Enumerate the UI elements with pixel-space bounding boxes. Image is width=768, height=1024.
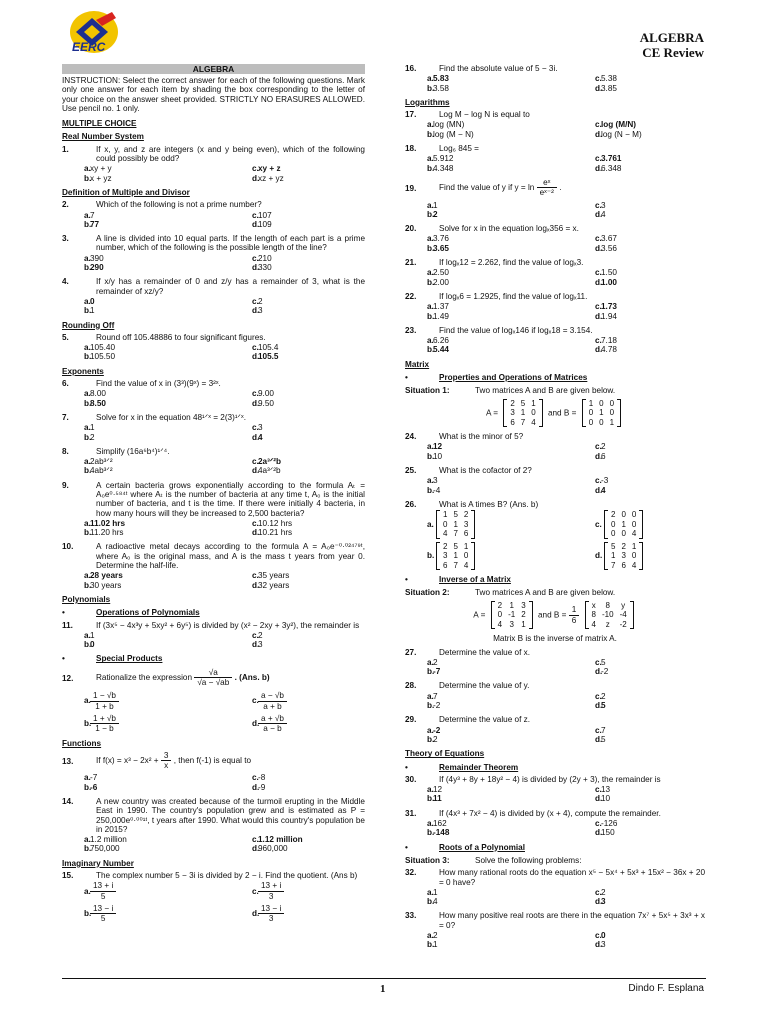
- options-30: a. 12 c. 13 b. 11 d. 10: [427, 785, 611, 804]
- matrix-cell: 0: [609, 408, 615, 418]
- matrix-cell: 0: [609, 398, 615, 408]
- question-24: 24. What is the minor of 5?: [405, 432, 524, 442]
- matrix-cell: 3: [463, 519, 469, 529]
- options-15-ac: a. $\frac{13 + i}{5}$ c. $\frac{13 + i}{3}$: [62, 881, 365, 901]
- options-12-bd: b. $\frac{1 + √b}{1 - b}$ d. $\frac{a + √b}{a - b}$: [62, 714, 365, 734]
- matrix-cell: -10: [602, 610, 614, 620]
- matrix-cell: -2: [619, 619, 627, 629]
- section-matrix: Matrix: [405, 359, 430, 369]
- options-31: a. 162 c. -126 b. -148 d. 150: [427, 819, 618, 838]
- options-14: a. 1.2 million c. 1.12 million b. 750,000 d. 960,000: [84, 835, 303, 854]
- left-column: [62, 64, 365, 927]
- matrix-cell: 2: [510, 398, 515, 408]
- inverse-note: Matrix B is the inverse of matrix A.: [493, 634, 617, 644]
- matrix-cell: 1: [609, 417, 615, 427]
- matrix-26b: [436, 542, 475, 571]
- question-10: 10. A radioactive metal decays according to the formula A = A₀e⁻⁰·⁰²⁴⁷⁹ᵗ, where A₀ is the original mass, and A is the mass t years from year 0. Determine the half-life.: [62, 542, 365, 571]
- matrix-cell: 2: [497, 600, 503, 610]
- options-4: a. 0 c. 2 b. 1 d. 3: [84, 296, 263, 316]
- matrix-cell: 2: [443, 541, 448, 551]
- matrix-cell: z: [605, 619, 610, 629]
- matrix-cell: 2: [621, 541, 626, 551]
- question-4: 4. If x/y has a remainder of 0 and z/y has a remainder of 3, what is the remainder of xz/y?: [62, 277, 365, 296]
- matrix-cell: -4: [619, 610, 627, 620]
- options-21: a. 2.50 c. 1.50 b. 2.00 d. 1.00: [427, 268, 617, 287]
- matrix-cell: 0: [531, 408, 536, 418]
- options-18: a. 5.912 c. 3.761 b. 4.348 d. 6.348: [427, 154, 622, 173]
- section-theory-equations: Theory of Equations: [405, 749, 485, 759]
- matrix-cell: 0: [611, 519, 616, 529]
- question-32: 32. How many rational roots do the equation x⁵ − 5x⁴ + 5x³ + 15x² − 36x + 20 = 0 have?: [405, 868, 705, 887]
- page-header: [640, 30, 704, 60]
- question-7: 7. Solve for x in the equation 48¹ᐟˣ = 2(3)¹ᐟˣ.: [62, 412, 246, 422]
- matrix-cell: 5: [453, 510, 458, 520]
- header-subtitle: CE Review: [642, 45, 704, 60]
- section-exponents: Exponents: [62, 366, 104, 376]
- section-multiple-divisor: Definition of Multiple and Divisor: [62, 187, 190, 197]
- footer-divider: [62, 978, 706, 979]
- matrix-cell: 1: [588, 398, 594, 408]
- matrix-cell: 4: [631, 560, 637, 570]
- matrix-cell: 6: [443, 560, 448, 570]
- question-12: 12. Rationalize the expression $\frac{√a}{√a - √ab}$ . (Ans. b): [62, 667, 270, 688]
- section-imaginary: Imaginary Number: [62, 858, 134, 868]
- matrix-cell: 3: [443, 551, 448, 561]
- options-11: a. 1 c. 2 b. 0 d. 3: [84, 630, 263, 650]
- options-27: a. 2 c. 5 b. -7 d. -2: [427, 657, 609, 677]
- matrix-cell: 0: [443, 519, 448, 529]
- matrix-cell: 3: [521, 600, 526, 610]
- matrix-cell: 1: [509, 600, 514, 610]
- matrix-cell: 0: [631, 519, 637, 529]
- subsection-ops-polynomials: • Operations of Polynomials: [62, 608, 365, 617]
- matrix-cell: 1: [611, 551, 616, 561]
- options-20: a. 3.76 c. 3.67 b. 3.65 d. 3.56: [427, 234, 617, 253]
- instruction-text: INSTRUCTION: Select the correct answer for each of the following questions. Mark only one answer for each item by shading the box corresponding to the letter of your choice on the answer sheet provided. STRICTLY NO ERASURES ALLOWED. Use pencil no. 1 only.: [62, 76, 365, 113]
- question-5: 5. Round off 105.48886 to four significant figures.: [62, 332, 266, 342]
- matrix-cell: 1: [453, 519, 458, 529]
- matrix-cell: 3: [509, 619, 514, 629]
- options-1: a. xy + y c. xy + z b. x + yz d. xz + yz: [84, 164, 284, 183]
- options-28: a. 7 c. 2 b. -2 d. 5: [427, 691, 606, 711]
- matrix-cell: 3: [621, 551, 626, 561]
- options-5: a. 105.40 c. 105.4 b. 105.50 d. 105.5: [84, 343, 279, 362]
- matrix-cell: 4: [591, 619, 596, 629]
- header-title: ALGEBRA: [639, 30, 704, 45]
- options-26-bd: b. 2 5 1 3 1 0 6 7 4 d. 5 2 1 1 3 0 7 6 4: [405, 542, 705, 571]
- options-32: a. 1 c. 2 b. 4 d. 3: [427, 887, 606, 907]
- section-rounding: Rounding Off: [62, 320, 115, 330]
- question-2: 2. Which of the following is not a prime number?: [62, 200, 262, 210]
- subsection-props-matrices: • Properties and Operations of Matrices: [405, 373, 705, 382]
- question-11: 11. If (3x⁵ − 4x³y + 5xy² + 6y⁵) is divided by (x² − 2xy + 3y²), the remainder is: [62, 620, 360, 630]
- matrix-cell: 2: [463, 510, 469, 520]
- options-3: a. 390 c. 210 b. 290 d. 330: [84, 253, 272, 273]
- question-27: 27. Determine the value of x.: [405, 647, 531, 657]
- question-9: 9. A certain bacteria grows exponentially according to the formula Aₜ = A₀e⁰·⁵⁸⁴ᵗ where Aₜ is the number of bacteria at any time t, A₀ is the initial number of bacteria, and t is the time. If there were initially 4 bacteria, in how many hours will they be increased to 2,500 bacteria?: [62, 480, 365, 518]
- matrix-cell: 0: [588, 417, 594, 427]
- options-25: a. 3 c. -3 b. -4 d. 4: [427, 476, 609, 495]
- options-23: a. 6.26 c. 7.18 b. 5.44 d. 4.78: [427, 336, 617, 355]
- question-3: 3. A line is divided into 10 equal parts. If the length of each part is a prime number, which of the following is the possible length of the line?: [62, 234, 365, 253]
- question-30: 30. If (4y³ + 8y + 18y² − 4) is divided by (2y + 3), the remainder is: [405, 774, 661, 784]
- options-12-ac: a. $\frac{1 - √b}{1 + b}$ c. $\frac{a - √b}{a + b}$: [62, 691, 365, 711]
- options-26-ac: a. 1 5 2 0 1 3 4 7 6 c. 2 0 0 0 1 0 0 0 4: [405, 510, 705, 539]
- question-17: 17. Log M − log N is equal to: [405, 110, 530, 120]
- question-26: 26. What is A times B? (Ans. b): [405, 499, 539, 509]
- author-name: Dindo F. Esplana: [628, 983, 704, 994]
- matrix-cell: 2: [521, 610, 526, 620]
- matrix-cell: 0: [621, 529, 626, 539]
- fraction-12: $\frac{√a}{√a - √ab}$: [194, 668, 232, 688]
- question-22: 22. If logₓ6 = 1.2925, find the value of logₓ11.: [405, 291, 588, 301]
- matrix-cell: 0: [621, 510, 626, 520]
- matrix-cell: 0: [599, 398, 604, 408]
- subsection-special-products: • Special Products: [62, 654, 365, 663]
- question-8: 8. Simplify (16a⁶b⁴)¹ᐟ⁴.: [62, 446, 170, 456]
- matrix-cell: 0: [611, 529, 616, 539]
- options-2: a. 7 c. 107 b. 77 d. 109: [84, 210, 272, 229]
- matrix-cell: 0: [631, 510, 637, 520]
- options-33: a. 2 c. 0 b. 1 d. 3: [427, 931, 606, 950]
- options-22: a. 1.37 c. 1.73 b. 1.49 d. 1.94: [427, 302, 617, 321]
- options-13: a. -7 c. -8 b. -6 d. -9: [84, 773, 266, 792]
- matrix-cell: 4: [463, 560, 469, 570]
- options-6: a. 8.00 c. 9.00 b. 8.50 d. 9.50: [84, 389, 274, 408]
- options-7: a. 1 c. 3 b. 2 d. 4: [84, 423, 263, 442]
- subsection-inverse-matrix: • Inverse of a Matrix: [405, 575, 705, 584]
- section-multiple-choice: MULTIPLE CHOICE: [62, 119, 137, 129]
- matrix-26a: [436, 510, 475, 539]
- question-20: 20. Solve for x in the equation logₓ356 = x.: [405, 224, 579, 234]
- matrix-cell: 5: [611, 541, 616, 551]
- situation-3: Situation 3: Solve the following problems:: [405, 855, 582, 865]
- matrix-26d: [604, 542, 643, 571]
- options-24: a. 12 c. 2 b. 10 d. 6: [427, 442, 606, 461]
- matrices-situation-2: A = 2 1 3 0 -1 2 4 3 1 and B = $\frac{1}{6}$ x 8 y 8 -10 -4 4 z -2: [405, 601, 705, 630]
- matrix-cell: 3: [510, 408, 515, 418]
- matrix-cell: 1: [531, 398, 536, 408]
- options-19: a. 1 c. 3 b. 2 d. 4: [427, 200, 606, 219]
- matrix-cell: 1: [443, 510, 448, 520]
- section-real-number: Real Number System: [62, 132, 144, 142]
- question-19: 19. Find the value of y if y = ln $\frac{\text{eˣ}}{\text{eˣ⁻²}}$ .: [405, 177, 562, 198]
- question-28: 28. Determine the value of y.: [405, 681, 530, 691]
- question-33: 33. How many positive real roots are there in the equation 7x⁷ + 5x⁵ + 3x³ + x = 0?: [405, 911, 705, 930]
- section-polynomials: Polynomials: [62, 594, 111, 604]
- page-number: 1: [380, 983, 386, 995]
- matrix-cell: 4: [531, 417, 536, 427]
- matrix-cell: 7: [453, 560, 458, 570]
- matrix-cell: 0: [497, 610, 503, 620]
- options-8: a. 2ab³ᐟ² c. 2a³ᐟ²b b. 4ab³ᐟ² d. 4a³ᐟ²b: [84, 457, 282, 476]
- options-9: a. 11.02 hrs c. 10.12 hrs b. 11.20 hrs d. 10.21 hrs: [84, 518, 293, 538]
- question-31: 31. If (4x³ + 7x² − 4) is divided by (x + 4), compute the remainder.: [405, 808, 661, 818]
- matrix-cell: 7: [520, 417, 526, 427]
- matrix-cell: 6: [510, 417, 515, 427]
- options-29: a. -2 c. 7 b. 2 d. 5: [427, 725, 606, 744]
- matrix-cell: 1: [631, 541, 637, 551]
- matrix-cell: 6: [621, 560, 626, 570]
- section-functions: Functions: [62, 738, 102, 748]
- matrix-cell: 8: [591, 610, 596, 620]
- matrix-cell: 1: [463, 541, 469, 551]
- matrix-cell: 1: [599, 408, 604, 418]
- question-21: 21. If logₓ12 = 2.262, find the value of logₓ3.: [405, 258, 584, 268]
- matrix-cell: 2: [611, 510, 616, 520]
- matrix-cell: 0: [588, 408, 594, 418]
- matrix-cell: 0: [463, 551, 469, 561]
- question-25: 25. What is the cofactor of 2?: [405, 466, 532, 475]
- matrix-cell: 5: [453, 541, 458, 551]
- matrix-cell: 4: [443, 529, 448, 539]
- question-29: 29. Determine the value of z.: [405, 715, 531, 725]
- right-column: [405, 64, 705, 955]
- subsection-roots-polynomial: • Roots of a Polynomial: [405, 843, 705, 852]
- question-15: 15. The complex number 5 − 3i is divided by 2 − i. Find the quotient. (Ans b): [62, 871, 358, 881]
- matrix-a-1: [503, 399, 542, 428]
- options-10: a. 28 years c. 35 years b. 30 years d. 32 years: [84, 571, 290, 590]
- question-18: 18. Log₆ 845 =: [405, 144, 479, 154]
- question-1: 1. If x, y, and z are integers (x and y being even), which of the following could possibly be odd?: [62, 144, 365, 164]
- options-15-bd: b. $\frac{13 - i}{5}$ d. $\frac{13 - i}{3}$: [62, 904, 365, 924]
- question-13: 13. If f(x) = x³ − 2x² + $\frac{3}{x}$ , then f(-1) is equal to: [62, 750, 252, 771]
- subsection-remainder: • Remainder Theorem: [405, 763, 705, 772]
- matrix-cell: 6: [463, 529, 469, 539]
- matrix-cell: x: [591, 600, 596, 610]
- matrix-b-2: [585, 601, 634, 630]
- question-14: 14. A new country was created because of the turmoil erupting in the Middle East in 1990. The country's population grew and is estimated as P = 250,000e⁰·⁰⁰¹ᵗ, t years after 1990. What would this country's population be in 2015?: [62, 797, 365, 834]
- question-16: 16. Find the absolute value of 5 − 3i.: [405, 64, 558, 73]
- options-16: a. 5.83 c. 5.38 b. 3.58 d. 3.85: [427, 74, 617, 93]
- matrix-cell: 7: [611, 560, 616, 570]
- situation-2: Situation 2: Two matrices A and B are given below.: [405, 588, 616, 598]
- section-logarithms: Logarithms: [405, 97, 450, 107]
- logo-text: EERC: [72, 40, 106, 54]
- matrix-cell: 1: [520, 408, 526, 418]
- matrix-cell: 0: [599, 417, 604, 427]
- matrix-cell: 7: [453, 529, 458, 539]
- matrix-cell: 8: [605, 600, 610, 610]
- matrix-cell: -1: [508, 610, 516, 620]
- matrix-cell: 1: [453, 551, 458, 561]
- matrix-cell: 4: [497, 619, 503, 629]
- matrix-cell: 5: [520, 398, 526, 408]
- matrix-cell: y: [621, 600, 626, 610]
- matrix-cell: 1: [621, 519, 626, 529]
- algebra-banner: ALGEBRA: [62, 64, 365, 74]
- matrix-a-2: [491, 601, 533, 630]
- matrix-26c: [604, 510, 643, 539]
- matrix-cell: 1: [521, 619, 526, 629]
- matrices-situation-1: A = 2 5 1 3 1 0 6 7 4 and B = 1 0 0 0 1 0 0 0 1: [405, 399, 705, 428]
- matrix-cell: 4: [631, 529, 637, 539]
- matrix-cell: 0: [631, 551, 637, 561]
- question-6: 6. Find the value of x in (3³)(9ˣ) = 3²ˣ.: [62, 379, 221, 389]
- matrix-b-1: [582, 399, 621, 428]
- options-17: a. log (MN) c. log (M/N) b. log (M − N) d. log (N − M): [427, 120, 642, 139]
- situation-1: Situation 1: Two matrices A and B are given below.: [405, 386, 616, 396]
- question-23: 23. Find the value of logₓ146 if logₓ18 = 3.154.: [405, 325, 593, 335]
